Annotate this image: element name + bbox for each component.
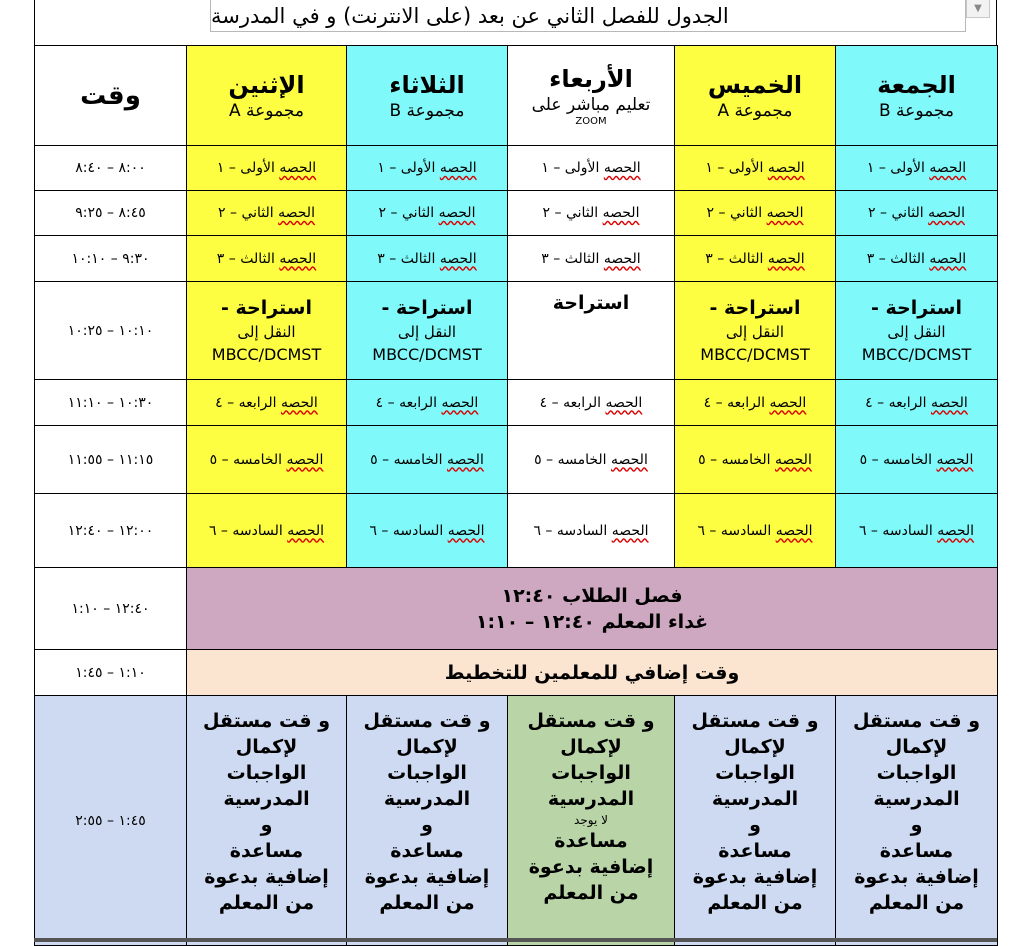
period-row-1	[35, 146, 998, 191]
period-cell	[675, 380, 836, 426]
free-line: مساعدة	[554, 830, 628, 852]
break-location: MBCC/DCMST	[700, 344, 810, 364]
free-line: لإكمال	[235, 736, 298, 758]
period-label: السادسه – ٦	[369, 522, 444, 539]
free-line: المدرسية	[873, 788, 960, 810]
break-title: استراحة -	[220, 296, 312, 319]
period-cell	[836, 380, 998, 426]
free-line: من المعلم	[218, 892, 315, 914]
period-label: السادسه – ٦	[533, 522, 608, 539]
period-word: الحصه	[286, 451, 324, 468]
period-row-6	[35, 494, 998, 568]
free-line: إضافية بدعوة	[204, 866, 329, 888]
free-line: و	[910, 814, 923, 836]
period-cell	[187, 494, 347, 568]
period-cell	[508, 494, 675, 568]
schedule-table	[34, 45, 998, 946]
independent-row	[35, 696, 998, 946]
no-help-note: لا يوجد	[574, 813, 608, 827]
page-title: الجدول للفصل الثاني عن بعد (على الانترنت) و في المدرسة	[211, 3, 729, 28]
period-label: الخامسه – ٥	[534, 451, 607, 468]
free-line: إضافية بدعوة	[364, 866, 490, 888]
period-word: الحصه	[928, 205, 965, 221]
free-line: و قت مستقل	[527, 710, 655, 732]
period-cell	[675, 146, 836, 191]
break-title: استراحة -	[381, 296, 473, 319]
period-label: الخامسه – ٥	[698, 451, 771, 468]
free-line: لإكمال	[396, 736, 458, 758]
free-line: الواجبات	[226, 762, 307, 784]
period-label: الرابعه – ٤	[375, 394, 438, 411]
period-label: الثاني – ٢	[868, 205, 924, 221]
period-cell	[187, 191, 347, 236]
triangle-down-icon: ▼	[974, 3, 982, 14]
day-group: مجموعة B	[878, 100, 955, 121]
break-transfer: النقل إلى	[237, 322, 296, 341]
period-label: الثالث – ٣	[705, 250, 764, 267]
period-label: الأولى – ١	[705, 160, 764, 176]
free-line: لإكمال	[560, 736, 622, 758]
lunch-cell	[187, 568, 998, 650]
free-line: الواجبات	[715, 762, 795, 784]
period-cell	[347, 146, 508, 191]
day-name: الأربعاء	[549, 64, 633, 93]
period-label: الرابعه – ٤	[539, 394, 602, 411]
period-word: الحصه	[767, 250, 805, 267]
period-cell	[836, 494, 998, 568]
break-row	[35, 282, 998, 380]
break-title: استراحة -	[709, 296, 801, 319]
period-cell	[347, 494, 508, 568]
day-name: الإثنين	[228, 70, 305, 99]
period-cell	[187, 236, 347, 282]
break-location: MBCC/DCMST	[861, 344, 972, 364]
free-line: و	[421, 814, 433, 836]
period-word: الحصه	[605, 394, 643, 411]
time-cell: ١:٤٥ – ٢:٥٥	[35, 696, 187, 946]
day-header-monday	[187, 46, 347, 146]
period-word: الحصه	[929, 250, 967, 267]
independent-cell	[836, 696, 998, 946]
time-cell: ١٠:١٠ – ١٠:٢٥	[35, 282, 187, 380]
free-line: لإكمال	[885, 736, 948, 758]
period-label: الثالث – ٣	[866, 250, 925, 267]
title-field[interactable]	[210, 0, 966, 32]
period-word: الحصه	[775, 522, 813, 539]
period-word: الحصه	[441, 394, 479, 411]
lunch-row	[35, 568, 998, 650]
break-title: استراحة -	[870, 296, 962, 319]
period-word: الحصه	[447, 522, 485, 539]
period-label: الأولى – ١	[866, 160, 925, 176]
period-label: الخامسه – ٥	[370, 451, 443, 468]
day-header-friday	[836, 46, 998, 146]
break-cell	[347, 282, 508, 380]
period-cell	[508, 426, 675, 494]
dropdown-button[interactable]	[966, 0, 990, 18]
period-word: الحصه	[766, 205, 804, 221]
free-line: إضافية بدعوة	[692, 866, 818, 888]
free-line: المدرسية	[223, 788, 310, 810]
period-label: الثاني – ٢	[706, 205, 763, 221]
free-line: مساعدة	[390, 840, 464, 862]
free-line: الواجبات	[551, 762, 631, 784]
independent-cell	[347, 696, 508, 946]
period-word: الحصه	[439, 250, 477, 267]
day-name: الثلاثاء	[389, 70, 465, 99]
period-word: الحصه	[611, 451, 648, 468]
period-cell	[508, 191, 675, 236]
planning-cell: وقت إضافي للمعلمين للتخطيط	[187, 650, 998, 696]
day-group: مجموعة A	[229, 100, 304, 121]
time-cell: ١٢:٤٠ – ١:١٠	[35, 568, 187, 650]
period-cell	[675, 236, 836, 282]
title-bar	[0, 0, 1014, 46]
time-cell: ٩:٣٠ – ١٠:١٠	[35, 236, 187, 282]
period-label: الثاني – ٢	[378, 205, 435, 221]
free-line: الواجبات	[876, 762, 957, 784]
day-name: الجمعة	[877, 70, 956, 99]
period-label: الأولى – ١	[377, 160, 436, 176]
period-label: الأولى – ١	[216, 160, 275, 176]
free-line: إضافية بدعوة	[854, 866, 979, 888]
period-word: الحصه	[775, 451, 812, 468]
page-bottom-edge	[34, 938, 997, 942]
period-row-2	[35, 191, 998, 236]
free-line: و	[749, 814, 761, 836]
period-word: الحصه	[767, 160, 805, 176]
period-cell	[347, 426, 508, 494]
independent-cell	[508, 696, 675, 946]
period-cell	[508, 146, 675, 191]
period-cell	[836, 191, 998, 236]
period-cell	[836, 146, 998, 191]
period-word: الحصه	[929, 160, 967, 176]
time-cell: ٨:٠٠ – ٨:٤٠	[35, 146, 187, 191]
break-location: MBCC/DCMST	[372, 344, 482, 364]
free-line: مساعدة	[718, 840, 792, 862]
period-row-4	[35, 380, 998, 426]
period-word: الحصه	[611, 522, 649, 539]
free-line: مساعدة	[229, 840, 304, 862]
break-transfer: النقل إلى	[887, 322, 946, 341]
period-cell	[187, 426, 347, 494]
period-label: الرابعه – ٤	[215, 394, 277, 411]
period-label: الأولى – ١	[541, 160, 600, 176]
period-label: السادسه – ٦	[858, 522, 933, 539]
free-line: و قت مستقل	[691, 710, 819, 732]
free-line: من المعلم	[379, 892, 475, 914]
zoom-label: ZOOM	[575, 115, 607, 127]
period-cell	[347, 236, 508, 282]
time-cell: ٨:٤٥ – ٩:٢٥	[35, 191, 187, 236]
period-label: الخامسه – ٥	[859, 451, 933, 468]
free-line: المدرسية	[383, 788, 471, 810]
student-dismissal: فصل الطلاب ١٢:٤٠	[501, 584, 683, 607]
independent-cell	[675, 696, 836, 946]
period-word: الحصه	[439, 160, 477, 176]
period-cell	[187, 146, 347, 191]
period-word: الحصه	[280, 394, 318, 411]
free-line: المدرسية	[547, 788, 635, 810]
free-line: لإكمال	[724, 736, 786, 758]
free-line: و قت مستقل	[363, 710, 491, 732]
period-label: الثاني – ٢	[542, 205, 599, 221]
period-cell	[347, 380, 508, 426]
free-line: مساعدة	[879, 840, 954, 862]
period-word: الحصه	[936, 451, 974, 468]
day-group: تعليم مباشر على	[531, 94, 651, 115]
time-cell: ١١:١٥ – ١١:٥٥	[35, 426, 187, 494]
period-label: الثالث – ٣	[377, 250, 436, 267]
period-label: الرابعه – ٤	[703, 394, 766, 411]
period-cell	[508, 380, 675, 426]
period-word: الحصه	[930, 394, 968, 411]
period-label: الثالث – ٣	[541, 250, 600, 267]
planning-row	[35, 650, 998, 696]
period-word: الحصه	[279, 160, 317, 176]
break-cell	[675, 282, 836, 380]
day-group: مجموعة B	[389, 100, 465, 121]
header-row	[35, 46, 998, 146]
time-cell: ١:١٠ – ١:٤٥	[35, 650, 187, 696]
free-line: إضافية بدعوة	[528, 856, 654, 878]
day-group: مجموعة A	[717, 100, 793, 121]
free-line: و قت مستقل	[202, 710, 331, 732]
period-cell	[347, 191, 508, 236]
break-transfer: النقل إلى	[725, 322, 785, 341]
break-cell	[836, 282, 998, 380]
period-cell	[675, 494, 836, 568]
period-cell	[187, 380, 347, 426]
period-word: الحصه	[287, 522, 325, 539]
period-word: الحصه	[603, 160, 641, 176]
period-word: الحصه	[937, 522, 975, 539]
time-cell: ١٢:٠٠ – ١٢:٤٠	[35, 494, 187, 568]
period-word: الحصه	[447, 451, 484, 468]
period-label: السادسه – ٦	[208, 522, 283, 539]
day-header-wednesday	[508, 46, 675, 146]
break-title: استراحة	[552, 292, 630, 314]
break-transfer: النقل إلى	[397, 322, 457, 341]
period-label: السادسه – ٦	[697, 522, 772, 539]
free-line: من المعلم	[868, 892, 965, 914]
period-cell	[836, 426, 998, 494]
period-cell	[675, 191, 836, 236]
page-border-right	[996, 0, 997, 46]
period-cell	[675, 426, 836, 494]
time-cell: ١٠:٣٠ – ١١:١٠	[35, 380, 187, 426]
break-location: MBCC/DCMST	[211, 344, 322, 364]
period-word: الحصه	[769, 394, 807, 411]
period-word: الحصه	[603, 250, 641, 267]
break-cell	[187, 282, 347, 380]
free-line: من المعلم	[707, 892, 803, 914]
period-label: الثاني – ٢	[218, 205, 274, 221]
period-row-3	[35, 236, 998, 282]
period-word: الحصه	[602, 205, 640, 221]
free-line: من المعلم	[543, 882, 639, 904]
period-word: الحصه	[279, 250, 317, 267]
page-border-left	[34, 0, 35, 46]
period-row-5	[35, 426, 998, 494]
period-label: الثالث – ٣	[216, 250, 275, 267]
free-line: الواجبات	[387, 762, 467, 784]
period-word: الحصه	[278, 205, 315, 221]
free-line: و قت مستقل	[852, 710, 981, 732]
day-header-thursday	[675, 46, 836, 146]
free-line: المدرسية	[711, 788, 799, 810]
period-label: الرابعه – ٤	[865, 394, 927, 411]
period-cell	[508, 236, 675, 282]
period-cell	[836, 236, 998, 282]
period-word: الحصه	[438, 205, 476, 221]
break-cell	[508, 282, 675, 380]
period-label: الخامسه – ٥	[209, 451, 283, 468]
independent-cell	[187, 696, 347, 946]
free-line: و	[260, 814, 273, 836]
day-header-tuesday	[347, 46, 508, 146]
teacher-lunch: غداء المعلم ١٢:٤٠ – ١:١٠	[475, 610, 709, 633]
time-header: وقت	[35, 46, 187, 146]
day-name: الخميس	[707, 70, 803, 99]
